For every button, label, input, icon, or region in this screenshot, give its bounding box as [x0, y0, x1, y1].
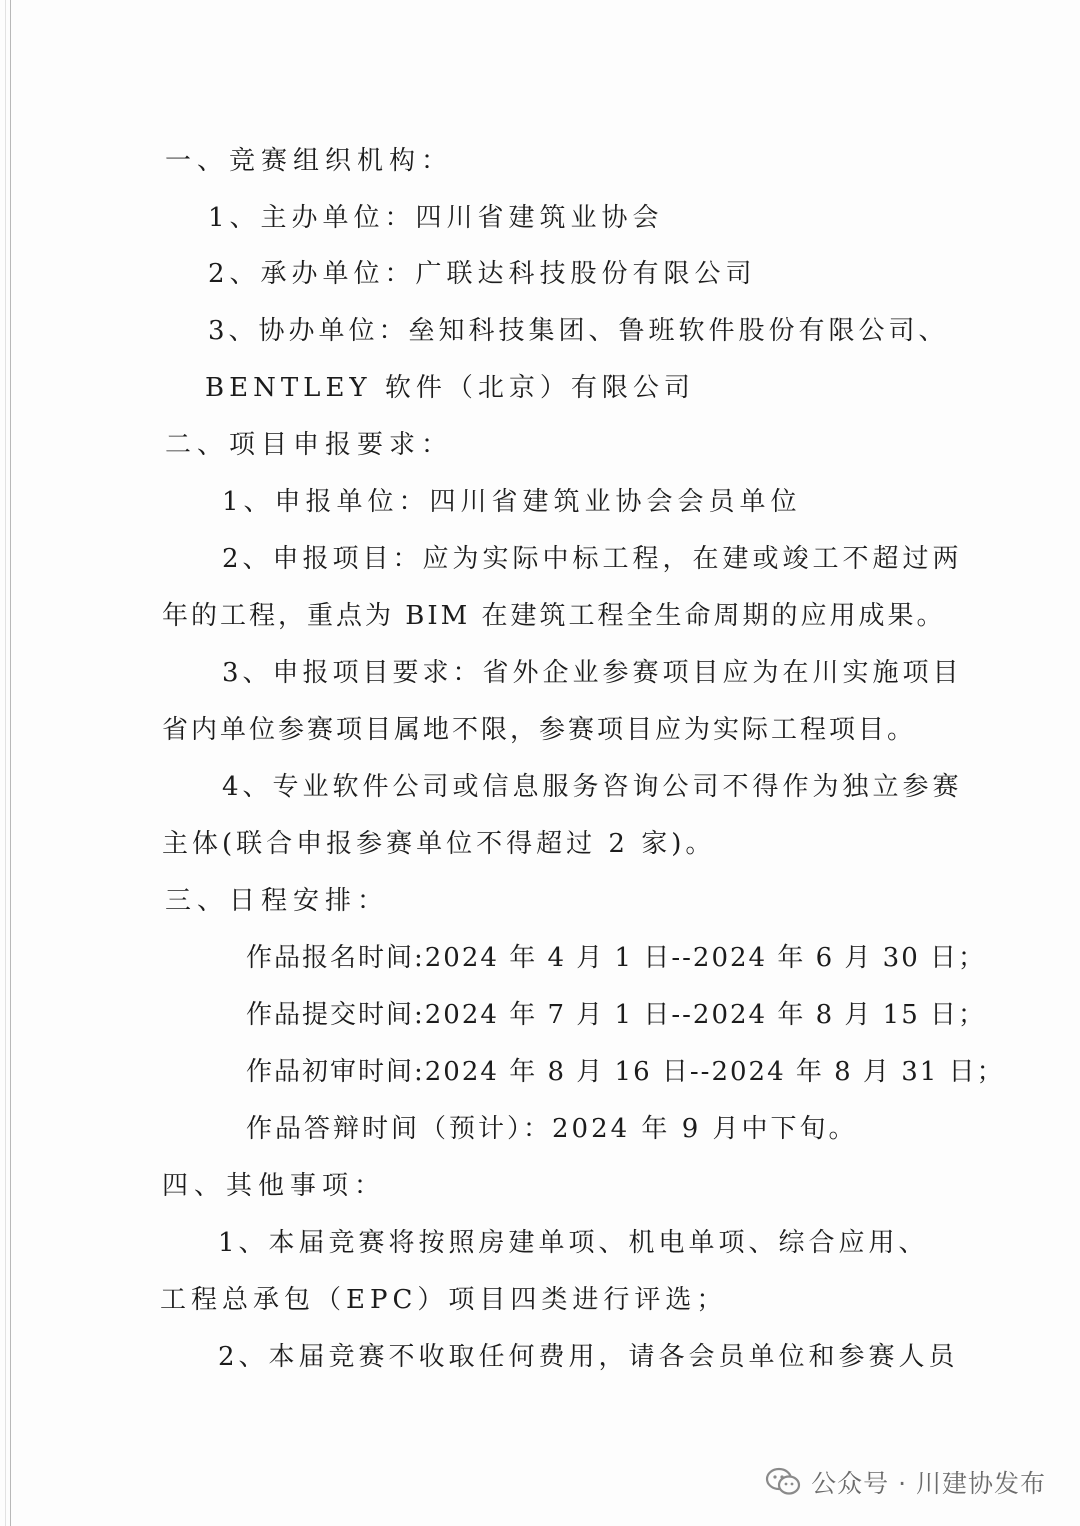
heading-schedule: 三、日程安排：: [165, 886, 390, 916]
other-categories-line-cont: 工程总承包（EPC）项目四类进行评选；: [160, 1285, 728, 1315]
software-company-line-cont: 主体(联合申报参赛单位不得超过 2 家)。: [162, 829, 716, 859]
software-company-line: 4、专业软件公司或信息服务咨询公司不得作为独立参赛: [222, 772, 963, 802]
schedule-submission: 作品提交时间:2024 年 7 月 1 日--2024 年 8 月 15 日；: [246, 1000, 987, 1030]
heading-application: 二、项目申报要求：: [165, 430, 454, 460]
heading-other: 四、其他事项：: [162, 1171, 387, 1201]
watermark-text: 公众号 · 川建协发布: [811, 1469, 1046, 1498]
applicant-line: 1、申报单位：四川省建筑业协会会员单位: [222, 487, 802, 517]
project-line: 2、申报项目：应为实际中标工程，在建或竣工不超过两: [222, 544, 963, 574]
schedule-registration: 作品报名时间:2024 年 4 月 1 日--2024 年 6 月 30 日；: [246, 943, 987, 973]
scan-edge-shadow: [5, 0, 6, 1526]
schedule-defense: 作品答辩时间（预计）：2024 年 9 月中下旬。: [246, 1114, 858, 1144]
requirement-line-cont: 省内单位参赛项目属地不限，参赛项目应为实际工程项目。: [162, 715, 917, 745]
wechat-watermark: [765, 1462, 1046, 1502]
schedule-review: 作品初审时间:2024 年 8 月 16 日--2024 年 8 月 31 日；: [246, 1057, 1005, 1087]
wechat-icon: [765, 1467, 801, 1497]
other-fee-line: 2、本届竞赛不收取任何费用，请各会员单位和参赛人员: [218, 1342, 959, 1372]
organizer-line: 1、主办单位：四川省建筑业协会: [208, 203, 664, 233]
undertaker-line: 2、承办单位：广联达科技股份有限公司: [208, 259, 757, 289]
other-categories-line: 1、本届竞赛将按照房建单项、机电单项、综合应用、: [218, 1228, 929, 1258]
co-organizer-line: 3、协办单位：垒知科技集团、鲁班软件股份有限公司、: [208, 316, 949, 346]
scan-edge-line: [10, 0, 11, 1526]
project-line-cont: 年的工程，重点为 BIM 在建筑工程全生命周期的应用成果。: [162, 601, 946, 631]
heading-organization: 一、竞赛组织机构：: [165, 146, 454, 176]
co-organizer-line-cont: BENTLEY 软件（北京）有限公司: [205, 373, 695, 403]
requirement-line: 3、申报项目要求：省外企业参赛项目应为在川实施项目: [222, 658, 963, 688]
